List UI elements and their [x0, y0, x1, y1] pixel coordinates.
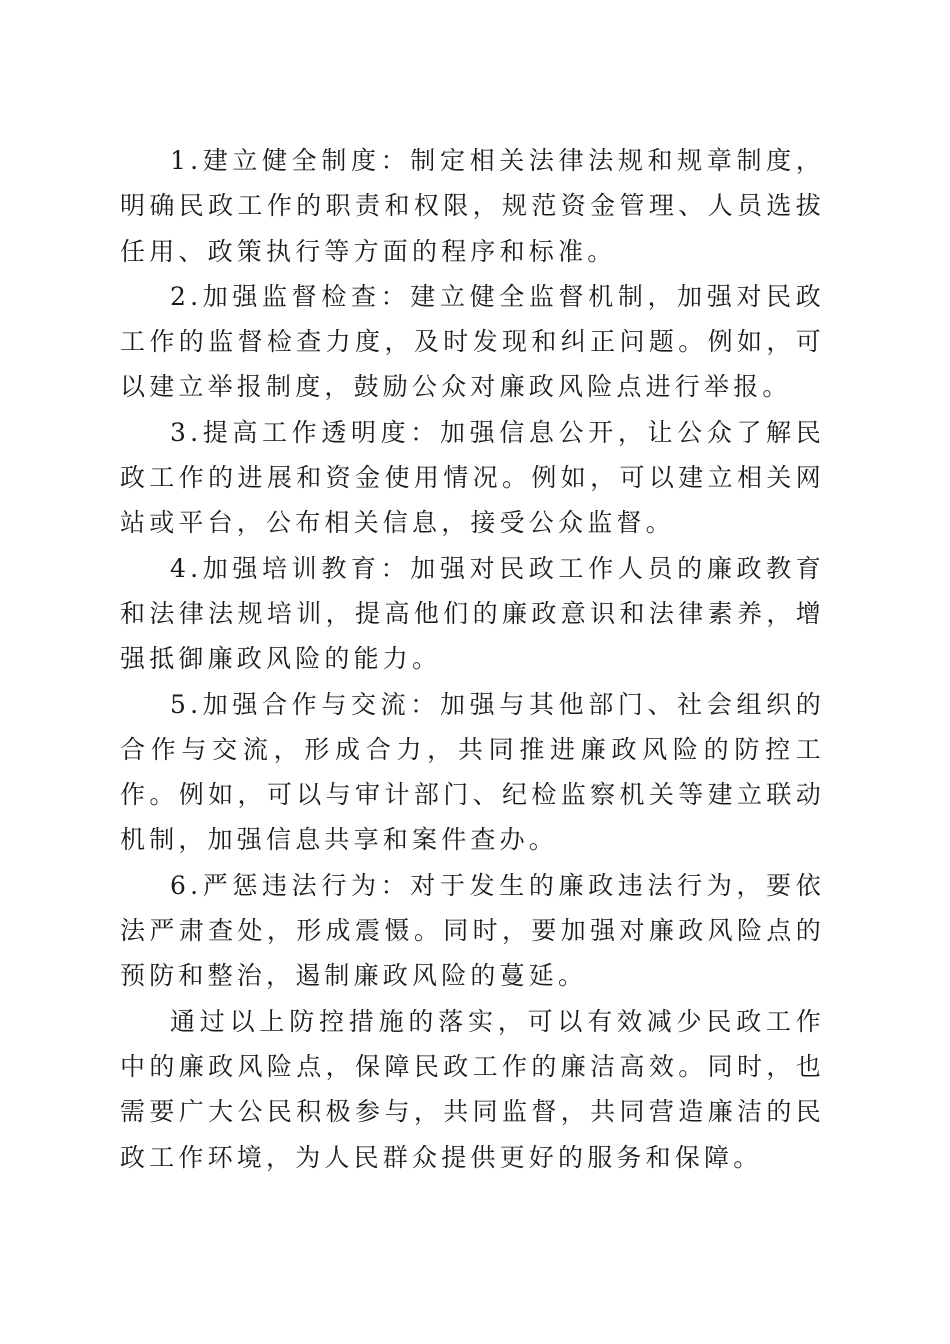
paragraph-4: 4.加强培训教育：加强对民政工作人员的廉政教育和法律法规培训，提高他们的廉政意识和法律素养，增强抵御廉政风险的能力。 — [120, 553, 825, 674]
paragraph-1: 1.建立健全制度：制定相关法律法规和规章制度，明确民政工作的职责和权限，规范资金管理、人员选拔任用、政策执行等方面的程序和标准。 — [120, 146, 825, 266]
paragraph-5: 5.加强合作与交流：加强与其他部门、社会组织的合作与交流，形成合力，共同推进廉政风险的防控工作。例如，可以与审计部门、纪检监察机关等建立联动机制，加强信息共享和案件查办。 — [120, 689, 825, 855]
paragraph-2: 2.加强监督检查：建立健全监督机制，加强对民政工作的监督检查力度，及时发现和纠正问题。例如，可以建立举报制度，鼓励公众对廉政风险点进行举报。 — [120, 281, 825, 402]
paragraph-3: 3.提高工作透明度：加强信息公开，让公众了解民政工作的进展和资金使用情况。例如，可以建立相关网站或平台，公布相关信息，接受公众监督。 — [120, 417, 825, 538]
document-body — [120, 138, 825, 1180]
paragraph-6: 6.严惩违法行为：对于发生的廉政违法行为，要依法严肃查处，形成震慑。同时，要加强对廉政风险点的预防和整治，遏制廉政风险的蔓延。 — [120, 870, 825, 991]
paragraph-conclusion: 通过以上防控措施的落实，可以有效减少民政工作中的廉政风险点，保障民政工作的廉洁高效。同时，也需要广大公民积极参与，共同监督，共同营造廉洁的民政工作环境，为人民群众提供更好的服务和保障。 — [120, 1006, 825, 1172]
